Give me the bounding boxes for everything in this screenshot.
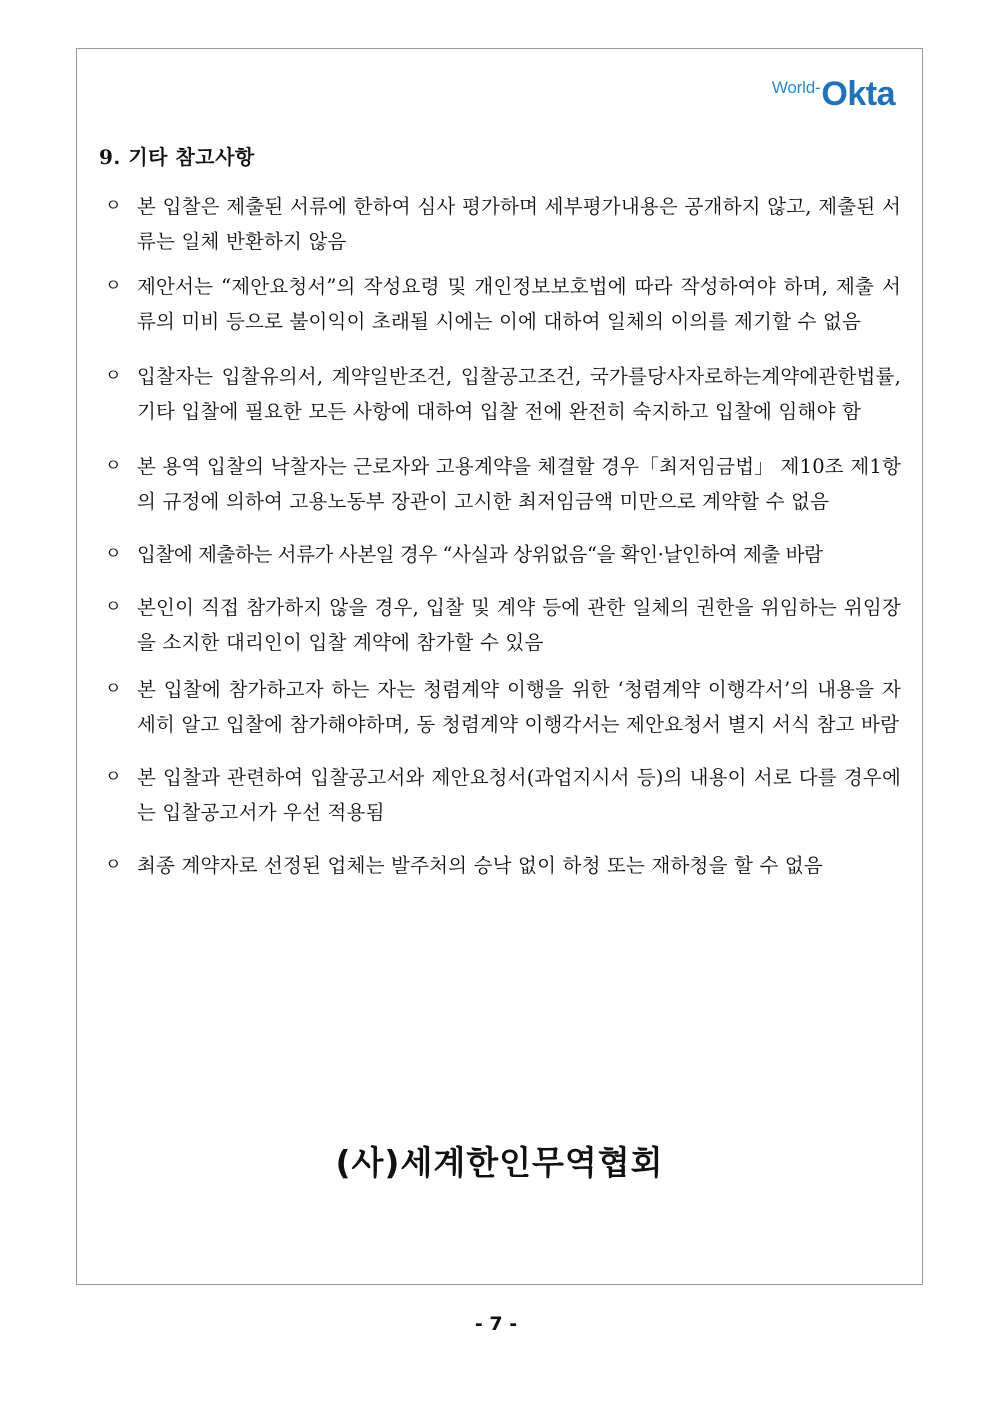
bullet-icon: ㅇ: [105, 276, 122, 296]
bullet-icon: ㅇ: [105, 679, 122, 699]
bullet-icon: ㅇ: [105, 767, 122, 787]
logo-main: Okta: [821, 75, 895, 113]
page-number: - 7 -: [474, 1313, 518, 1335]
logo-prefix: World-: [771, 78, 821, 97]
list-item: [105, 449, 901, 519]
bullet-icon: ㅇ: [105, 196, 122, 216]
item-text: 입찰자는 입찰유의서, 계약일반조건, 입찰공고조건, 국가를당사자로하는계약에관한법률, 기타 입찰에 필요한 모든 사항에 대하여 입찰 전에 완전히 숙지하고 입찰에 임해야 함: [137, 365, 901, 423]
notes-list: [105, 189, 901, 883]
bullet-icon: ㅇ: [105, 855, 122, 875]
bullet-icon: ㅇ: [105, 597, 122, 617]
list-item: [105, 537, 901, 572]
item-text: 본인이 직접 참가하지 않을 경우, 입찰 및 계약 등에 관한 일체의 권한을 위임하는 위임장을 소지한 대리인이 입찰 계약에 참가할 수 있음: [137, 596, 901, 654]
item-text: 최종 계약자로 선정된 업체는 발주처의 승낙 없이 하청 또는 재하청을 할 수 없음: [137, 854, 823, 877]
list-item: [105, 672, 901, 742]
world-okta-logo: [772, 71, 895, 111]
list-item: [105, 590, 901, 660]
section-title: 9. 기타 참고사항: [99, 145, 255, 169]
item-text: 제안서는 “제안요청서”의 작성요령 및 개인정보보호법에 따라 작성하여야 하며, 제출 서류의 미비 등으로 불이익이 초래될 시에는 이에 대하여 일체의 이의를 제기할 수 없음: [137, 275, 901, 333]
bullet-icon: ㅇ: [105, 366, 122, 386]
item-text: 본 입찰에 참가하고자 하는 자는 청렴계약 이행을 위한 ‘청렴계약 이행각서’의 내용을 자세히 알고 입찰에 참가해야하며, 동 청렴계약 이행각서는 제안요청서 별지 서식 참고 바람: [137, 678, 901, 736]
list-item: [105, 359, 901, 429]
item-text: 본 용역 입찰의 낙찰자는 근로자와 고용계약을 체결할 경우「최저임금법」 제10조 제1항의 규정에 의하여 고용노동부 장관이 고시한 최저임금액 미만으로 계약할 수 없음: [137, 455, 901, 513]
item-text: 입찰에 제출하는 서류가 사본일 경우 “사실과 상위없음“을 확인·날인하여 제출 바람: [137, 543, 823, 566]
organization-name: (사)세계한인무역협회: [335, 1143, 664, 1182]
list-item: [105, 760, 901, 830]
bullet-icon: ㅇ: [105, 544, 122, 564]
item-text: 본 입찰과 관련하여 입찰공고서와 제안요청서(과업지시서 등)의 내용이 서로 다를 경우에는 입찰공고서가 우선 적용됨: [137, 766, 901, 824]
page-frame: [76, 48, 923, 1285]
item-text: 본 입찰은 제출된 서류에 한하여 심사 평가하며 세부평가내용은 공개하지 않고, 제출된 서류는 일체 반환하지 않음: [137, 195, 901, 253]
bullet-icon: ㅇ: [105, 456, 122, 476]
list-item: [105, 189, 901, 259]
list-item: [105, 848, 901, 883]
list-item: [105, 269, 901, 339]
